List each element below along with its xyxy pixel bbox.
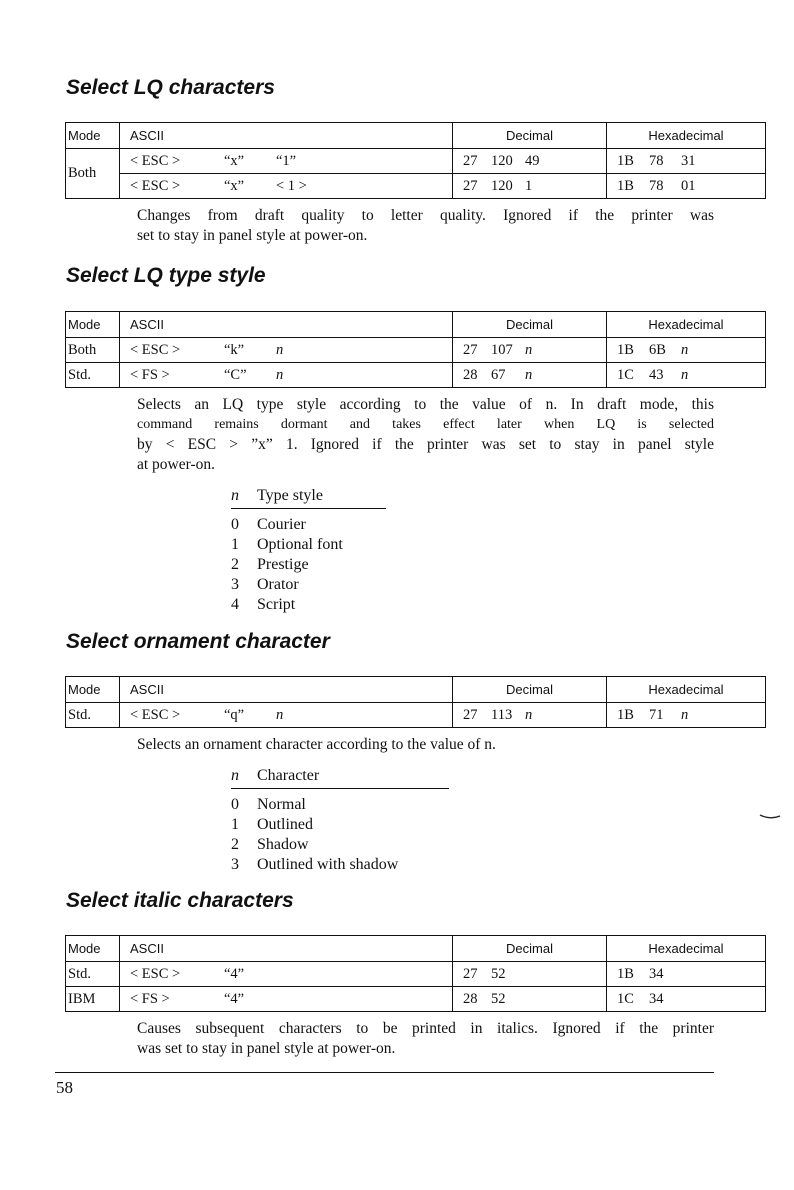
command-table-lq-characters	[65, 122, 766, 199]
header-hexadecimal: Hexadecimal	[607, 312, 766, 338]
header-ascii: ASCII	[120, 123, 453, 149]
list-item: 3 Outlined with shadow	[231, 856, 399, 873]
hex-cell: 1B 78 01	[607, 174, 766, 199]
decimal-cell: 27 113 n	[453, 703, 607, 728]
ascii-cell: < ESC > “x” “1”	[120, 149, 453, 174]
table-row	[66, 987, 766, 1012]
list-item: 1 Optional font	[231, 536, 343, 553]
hex-cell: 1C 34	[607, 987, 766, 1012]
header-ascii: ASCII	[120, 312, 453, 338]
mode-cell: Std.	[66, 363, 120, 388]
header-decimal: Decimal	[453, 677, 607, 703]
table-header-row	[66, 123, 766, 149]
list-item: 1 Outlined	[231, 816, 313, 833]
decimal-cell: 28 67 n	[453, 363, 607, 388]
section-title-italic-characters: Select italic characters	[66, 889, 294, 912]
section-title-ornament-character: Select ornament character	[66, 630, 330, 653]
header-mode: Mode	[66, 936, 120, 962]
header-hexadecimal: Hexadecimal	[607, 123, 766, 149]
decimal-cell: 28 52	[453, 987, 607, 1012]
decimal-cell: 27 120 1	[453, 174, 607, 199]
mode-cell: Both	[66, 149, 120, 199]
list-item: 3 Orator	[231, 576, 299, 593]
header-mode: Mode	[66, 123, 120, 149]
table-row	[66, 962, 766, 987]
header-mode: Mode	[66, 312, 120, 338]
description-lq-characters: Changes from draft quality to letter quality. Ignored if the printer was set to stay in panel style at power-on.	[137, 207, 714, 244]
table-header-row	[66, 936, 766, 962]
ascii-cell: < ESC > “x” < 1 >	[120, 174, 453, 199]
type-style-options	[231, 486, 386, 615]
header-decimal: Decimal	[453, 123, 607, 149]
command-table-ornament-character	[65, 676, 766, 728]
hex-cell: 1C 43 n	[607, 363, 766, 388]
table-header-row	[66, 677, 766, 703]
header-hexadecimal: Hexadecimal	[607, 936, 766, 962]
options-header: n Character	[231, 766, 449, 789]
section-title-lq-type-style: Select LQ type style	[66, 264, 266, 287]
list-item: 2 Prestige	[231, 556, 309, 573]
ascii-cell: < ESC > “q” n	[120, 703, 453, 728]
header-ascii: ASCII	[120, 936, 453, 962]
decimal-cell: 27 120 49	[453, 149, 607, 174]
list-item: 0 Normal	[231, 796, 306, 813]
hex-cell: 1B 71 n	[607, 703, 766, 728]
table-row	[66, 174, 766, 199]
mode-cell: IBM	[66, 987, 120, 1012]
command-table-italic-characters	[65, 935, 766, 1012]
mode-cell: Std.	[66, 703, 120, 728]
header-ascii: ASCII	[120, 677, 453, 703]
ascii-cell: < ESC > “4”	[120, 962, 453, 987]
description-lq-type-style: Selects an LQ type style according to the value of n. In draft mode, this command remains dormant and takes effect later when LQ is selected by < ESC > ”x” 1. Ignored if the printer was set to stay in panel style at power-on.	[137, 396, 714, 473]
hex-cell: 1B 6B n	[607, 338, 766, 363]
footer-rule	[55, 1072, 714, 1073]
ascii-cell: < FS > “C” n	[120, 363, 453, 388]
table-row	[66, 338, 766, 363]
scan-mark	[758, 812, 782, 822]
decimal-cell: 27 107 n	[453, 338, 607, 363]
options-header: n Type style	[231, 486, 386, 509]
mode-cell: Std.	[66, 962, 120, 987]
header-decimal: Decimal	[453, 312, 607, 338]
decimal-cell: 27 52	[453, 962, 607, 987]
table-row	[66, 363, 766, 388]
header-hexadecimal: Hexadecimal	[607, 677, 766, 703]
character-options	[231, 766, 449, 875]
description-italic-characters: Causes subsequent characters to be printed in italics. Ignored if the printer was set to stay in panel style at power-on.	[137, 1020, 714, 1057]
ascii-cell: < FS > “4”	[120, 987, 453, 1012]
page-number: 58	[56, 1078, 73, 1097]
table-row	[66, 149, 766, 174]
table-row	[66, 703, 766, 728]
table-header-row	[66, 312, 766, 338]
list-item: 4 Script	[231, 596, 296, 613]
ascii-cell: < ESC > “k” n	[120, 338, 453, 363]
hex-cell: 1B 34	[607, 962, 766, 987]
command-table-lq-type-style	[65, 311, 766, 388]
section-title-lq-characters: Select LQ characters	[66, 76, 275, 99]
mode-cell: Both	[66, 338, 120, 363]
hex-cell: 1B 78 31	[607, 149, 766, 174]
header-decimal: Decimal	[453, 936, 607, 962]
header-mode: Mode	[66, 677, 120, 703]
description-ornament-character: Selects an ornament character according to the value of n.	[137, 736, 496, 753]
list-item: 0 Courier	[231, 516, 306, 533]
list-item: 2 Shadow	[231, 836, 309, 853]
